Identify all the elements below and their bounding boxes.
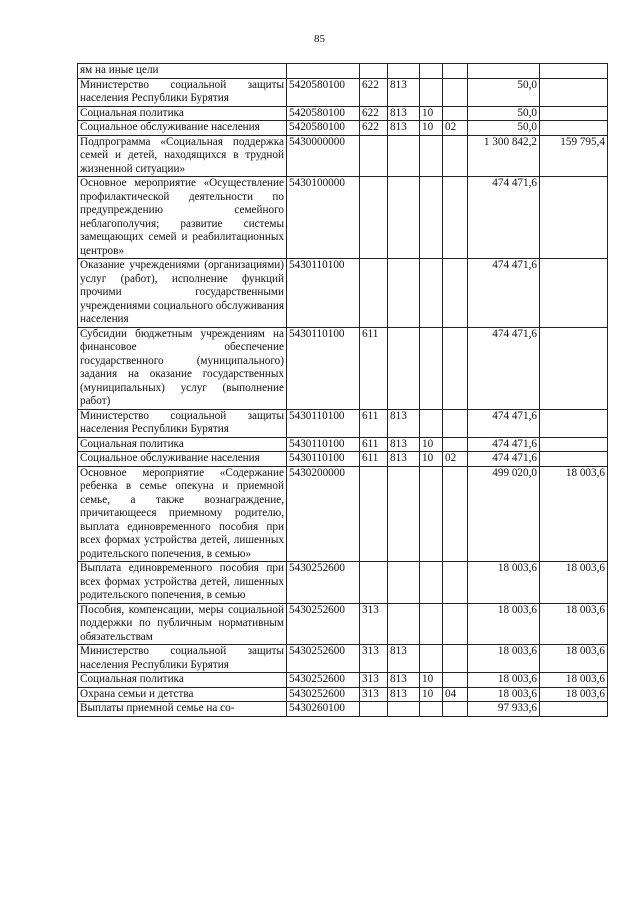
subsection-cell — [443, 106, 468, 121]
subvention-amount-cell: 159 795,4 — [540, 135, 608, 177]
row-name-cell: Министерство социальной защиты населения Республики Бурятия — [78, 409, 287, 437]
amount-cell: 474 471,6 — [468, 452, 540, 467]
subsection-cell — [443, 135, 468, 177]
table-row — [78, 259, 608, 328]
ministry-code-cell — [388, 327, 420, 409]
amount-cell: 474 471,6 — [468, 177, 540, 259]
section-cell — [420, 327, 443, 409]
target-article-cell: 5430110100 — [287, 452, 360, 467]
subsection-cell — [443, 177, 468, 259]
row-name-cell: Социальная политика — [78, 106, 287, 121]
ministry-code-cell: 813 — [388, 687, 420, 702]
amount-cell: 18 003,6 — [468, 562, 540, 604]
amount-cell: 474 471,6 — [468, 327, 540, 409]
section-cell — [420, 562, 443, 604]
row-name-cell: Оказание учреждениями (организациями) услуг (работ), исполнение функций прочими государственными учреждениями социального обслуживания населения — [78, 259, 287, 328]
expense-type-cell: 622 — [360, 121, 388, 136]
section-cell: 10 — [420, 106, 443, 121]
subvention-amount-cell — [540, 702, 608, 717]
ministry-code-cell: 813 — [388, 78, 420, 106]
ministry-code-cell — [388, 135, 420, 177]
expense-type-cell — [360, 259, 388, 328]
subvention-amount-cell: 18 003,6 — [540, 562, 608, 604]
expense-type-cell: 622 — [360, 106, 388, 121]
row-name-cell: Министерство социальной защиты населения Республики Бурятия — [78, 645, 287, 673]
section-cell: 10 — [420, 437, 443, 452]
section-cell — [420, 702, 443, 717]
target-article-cell: 5430252600 — [287, 673, 360, 688]
ministry-code-cell — [388, 562, 420, 604]
section-cell — [420, 259, 443, 328]
subsection-cell — [443, 327, 468, 409]
table-row — [78, 562, 608, 604]
subvention-amount-cell — [540, 409, 608, 437]
subvention-amount-cell: 18 003,6 — [540, 603, 608, 645]
section-cell — [420, 78, 443, 106]
target-article-cell: 5430100000 — [287, 177, 360, 259]
subvention-amount-cell — [540, 106, 608, 121]
subvention-amount-cell — [540, 452, 608, 467]
ministry-code-cell: 813 — [388, 121, 420, 136]
amount-cell: 474 471,6 — [468, 259, 540, 328]
table-row — [78, 702, 608, 717]
expense-type-cell — [360, 562, 388, 604]
row-name-cell: ям на иные цели — [78, 64, 287, 79]
expense-type-cell — [360, 702, 388, 717]
ministry-code-cell — [388, 466, 420, 562]
expense-type-cell — [360, 135, 388, 177]
table-row — [78, 106, 608, 121]
amount-cell: 1 300 842,2 — [468, 135, 540, 177]
row-name-cell: Основное мероприятие «Содержание ребенка в семье опекуна и приемной семье, а также вознаграждение, причитающееся приемному родителю, выплата единовременного пособия при всех формах устройства детей, лишенных родительского попечения, в семью» — [78, 466, 287, 562]
subvention-amount-cell — [540, 437, 608, 452]
section-cell — [420, 409, 443, 437]
subsection-cell — [443, 78, 468, 106]
target-article-cell: 5430110100 — [287, 327, 360, 409]
amount-cell: 18 003,6 — [468, 645, 540, 673]
expense-type-cell — [360, 466, 388, 562]
target-article-cell: 5430252600 — [287, 603, 360, 645]
row-name-cell: Социальная политика — [78, 673, 287, 688]
subsection-cell — [443, 466, 468, 562]
subsection-cell — [443, 409, 468, 437]
target-article-cell: 5430260100 — [287, 702, 360, 717]
ministry-code-cell: 813 — [388, 409, 420, 437]
target-article-cell: 5430110100 — [287, 437, 360, 452]
subvention-amount-cell — [540, 327, 608, 409]
expense-type-cell: 611 — [360, 409, 388, 437]
subvention-amount-cell — [540, 259, 608, 328]
subsection-cell — [443, 673, 468, 688]
row-name-cell: Социальное обслуживание населения — [78, 452, 287, 467]
table-row — [78, 327, 608, 409]
subsection-cell: 02 — [443, 452, 468, 467]
section-cell — [420, 64, 443, 79]
subvention-amount-cell — [540, 78, 608, 106]
section-cell: 10 — [420, 687, 443, 702]
expense-type-cell — [360, 177, 388, 259]
subvention-amount-cell — [540, 177, 608, 259]
target-article-cell: 5420580100 — [287, 106, 360, 121]
amount-cell: 474 471,6 — [468, 409, 540, 437]
subsection-cell — [443, 64, 468, 79]
subsection-cell — [443, 603, 468, 645]
table-row — [78, 645, 608, 673]
row-name-cell: Подпрограмма «Социальная поддержка семей и детей, находящихся в трудной жизненной ситуации» — [78, 135, 287, 177]
row-name-cell: Выплаты приемной семье на со- — [78, 702, 287, 717]
amount-cell: 50,0 — [468, 78, 540, 106]
row-name-cell: Социальное обслуживание населения — [78, 121, 287, 136]
ministry-code-cell: 813 — [388, 673, 420, 688]
target-article-cell: 5420580100 — [287, 121, 360, 136]
amount-cell: 97 933,6 — [468, 702, 540, 717]
target-article-cell: 5430110100 — [287, 409, 360, 437]
section-cell — [420, 466, 443, 562]
ministry-code-cell — [388, 177, 420, 259]
expense-type-cell: 313 — [360, 645, 388, 673]
expense-type-cell: 622 — [360, 78, 388, 106]
row-name-cell: Основное мероприятие «Осуществление профилактической деятельности по предупреждению семейного неблагополучия; развитие системы замещающих семей и реабилитационных центров» — [78, 177, 287, 259]
subsection-cell — [443, 562, 468, 604]
subsection-cell — [443, 259, 468, 328]
target-article-cell — [287, 64, 360, 79]
page-number: 85 — [314, 33, 325, 45]
row-name-cell: Пособия, компенсации, меры социальной поддержки по публичным нормативным обязательствам — [78, 603, 287, 645]
table-row — [78, 78, 608, 106]
subvention-amount-cell: 18 003,6 — [540, 466, 608, 562]
budget-table — [77, 63, 608, 717]
ministry-code-cell: 813 — [388, 437, 420, 452]
table-row — [78, 673, 608, 688]
table-row — [78, 687, 608, 702]
ministry-code-cell — [388, 64, 420, 79]
subsection-cell — [443, 702, 468, 717]
subsection-cell — [443, 437, 468, 452]
table-row — [78, 466, 608, 562]
section-cell — [420, 603, 443, 645]
section-cell: 10 — [420, 673, 443, 688]
section-cell: 10 — [420, 121, 443, 136]
table-row — [78, 603, 608, 645]
section-cell — [420, 645, 443, 673]
ministry-code-cell — [388, 702, 420, 717]
subsection-cell: 02 — [443, 121, 468, 136]
target-article-cell: 5420580100 — [287, 78, 360, 106]
subvention-amount-cell: 18 003,6 — [540, 687, 608, 702]
ministry-code-cell — [388, 259, 420, 328]
table-row — [78, 409, 608, 437]
target-article-cell: 5430110100 — [287, 259, 360, 328]
row-name-cell: Субсидии бюджетным учреждениям на финансовое обеспечение государственного (муниципального) задания на оказание государственных (муниципальных) услуг (выполнение работ) — [78, 327, 287, 409]
row-name-cell: Выплата единовременного пособия при всех формах устройства детей, лишенных родительского попечения, в семью — [78, 562, 287, 604]
target-article-cell: 5430200000 — [287, 466, 360, 562]
expense-type-cell: 313 — [360, 673, 388, 688]
amount-cell: 18 003,6 — [468, 603, 540, 645]
expense-type-cell: 611 — [360, 452, 388, 467]
table-row — [78, 135, 608, 177]
ministry-code-cell: 813 — [388, 106, 420, 121]
amount-cell: 18 003,6 — [468, 687, 540, 702]
ministry-code-cell: 813 — [388, 645, 420, 673]
table-row — [78, 64, 608, 79]
subvention-amount-cell: 18 003,6 — [540, 673, 608, 688]
subvention-amount-cell: 18 003,6 — [540, 645, 608, 673]
section-cell: 10 — [420, 452, 443, 467]
table-body — [78, 64, 608, 717]
amount-cell — [468, 64, 540, 79]
target-article-cell: 5430000000 — [287, 135, 360, 177]
subsection-cell — [443, 645, 468, 673]
ministry-code-cell: 813 — [388, 452, 420, 467]
table-row — [78, 121, 608, 136]
target-article-cell: 5430252600 — [287, 562, 360, 604]
expense-type-cell: 313 — [360, 603, 388, 645]
expense-type-cell: 611 — [360, 437, 388, 452]
row-name-cell: Социальная политика — [78, 437, 287, 452]
subsection-cell: 04 — [443, 687, 468, 702]
table-row — [78, 452, 608, 467]
expense-type-cell — [360, 64, 388, 79]
expense-type-cell: 611 — [360, 327, 388, 409]
amount-cell: 50,0 — [468, 106, 540, 121]
amount-cell: 50,0 — [468, 121, 540, 136]
target-article-cell: 5430252600 — [287, 645, 360, 673]
expense-type-cell: 313 — [360, 687, 388, 702]
amount-cell: 474 471,6 — [468, 437, 540, 452]
table-row — [78, 177, 608, 259]
table-row — [78, 437, 608, 452]
ministry-code-cell — [388, 603, 420, 645]
section-cell — [420, 177, 443, 259]
subvention-amount-cell — [540, 64, 608, 79]
target-article-cell: 5430252600 — [287, 687, 360, 702]
row-name-cell: Охрана семьи и детства — [78, 687, 287, 702]
subvention-amount-cell — [540, 121, 608, 136]
row-name-cell: Министерство социальной защиты населения Республики Бурятия — [78, 78, 287, 106]
section-cell — [420, 135, 443, 177]
amount-cell: 499 020,0 — [468, 466, 540, 562]
amount-cell: 18 003,6 — [468, 673, 540, 688]
